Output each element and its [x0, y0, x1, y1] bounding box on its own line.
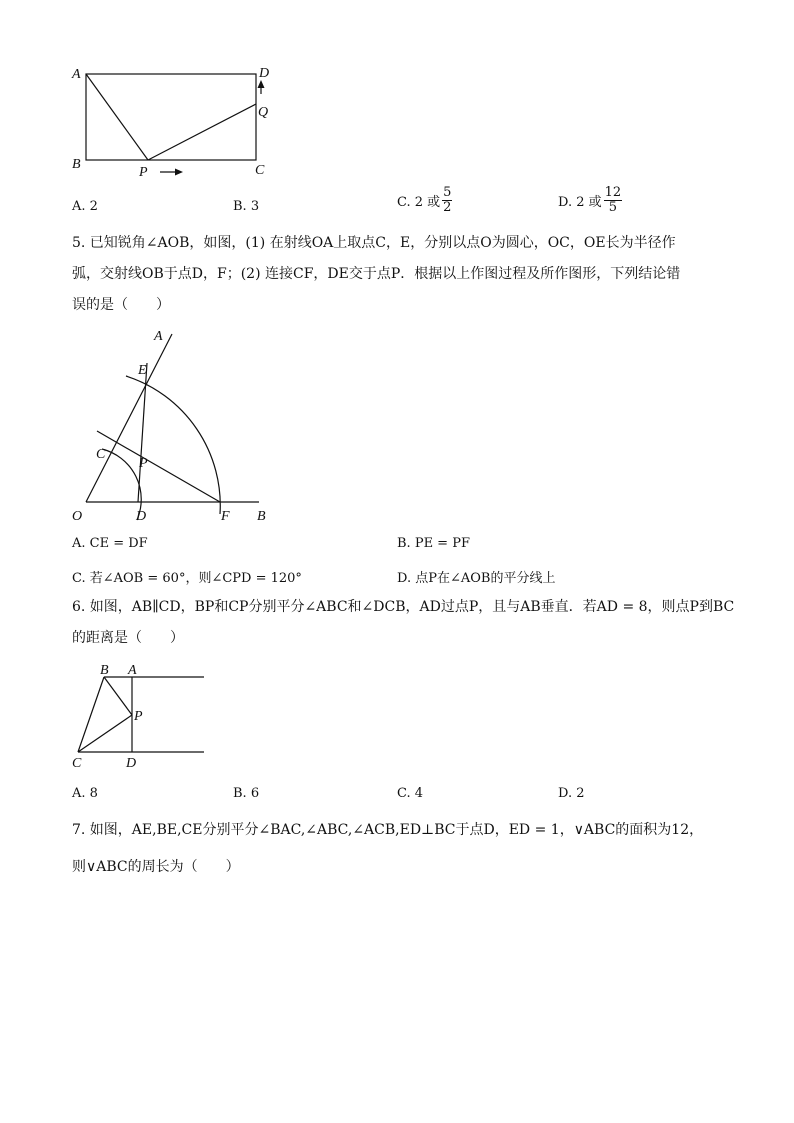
label-p: P	[139, 456, 148, 471]
q6-stem-line1: 6. 如图，AB∥CD，BP和CP分别平分∠ABC和∠DCB，AD过点P，且与AB垂直．若AD = 8，则点P到BC	[72, 599, 735, 615]
label-c: C	[96, 447, 106, 462]
q5-stem-line2: 弧，交射线OB于点D，F；(2) 连接CF，DE交于点P．根据以上作图过程及所作图形，下列结论错	[72, 266, 681, 282]
q5-stem-line3: 误的是（ ）	[72, 297, 170, 313]
q5-option-d: D. 点P在∠AOB的平分线上	[397, 571, 556, 586]
q6-option-c: C. 4	[397, 786, 424, 801]
label-p: P	[139, 165, 148, 180]
q4-option-b: B. 3	[233, 199, 260, 214]
label-d: D	[259, 66, 270, 81]
q5-stem-line1: 5. 已知锐角∠AOB，如图，(1) 在射线OA上取点C，E，分别以点O为圆心，OC，OE长为半径作	[72, 235, 676, 251]
q6-option-a: A. 8	[72, 786, 98, 801]
label-c: C	[255, 163, 265, 178]
figure-q5-angle-construction	[66, 322, 286, 527]
label-d: D	[126, 756, 137, 771]
figure-q4-rectangle	[60, 58, 290, 183]
fraction-5-over-2: $\frac{5}{2}$	[443, 185, 452, 215]
fraction-12-over-5: $\frac{12}{5}$	[604, 185, 622, 215]
q4-option-c	[397, 186, 452, 215]
q4-option-a: A. 2	[72, 199, 98, 214]
ray-oa	[86, 334, 172, 502]
arrow-up-icon	[258, 80, 265, 88]
label-b: B	[72, 157, 81, 172]
segment-cp	[78, 715, 132, 752]
arrow-right-icon	[175, 169, 183, 176]
segment-cf	[97, 431, 220, 502]
label-e: E	[138, 363, 147, 378]
segment-bp	[104, 677, 132, 715]
figure-q6-parallel-bisectors	[66, 658, 216, 773]
segment-bc	[78, 677, 104, 752]
segment-ap	[86, 74, 148, 160]
label-p: P	[134, 709, 143, 724]
q6-option-d: D. 2	[558, 786, 585, 801]
label-c: C	[72, 756, 82, 771]
label-a: A	[72, 67, 81, 82]
label-a: A	[154, 329, 163, 344]
q4-option-d	[558, 186, 622, 215]
label-q: Q	[258, 105, 269, 120]
q5-option-b: B. PE = PF	[397, 536, 470, 551]
label-f: F	[221, 509, 230, 524]
q6-option-b: B. 6	[233, 786, 260, 801]
q6-stem-line2: 的距离是（ ）	[72, 630, 184, 646]
q5-option-c: C. 若∠AOB = 60°，则∠CPD = 120°	[72, 571, 302, 586]
q5-option-a: A. CE = DF	[72, 536, 148, 551]
q7-stem-line2: 则∨ABC的周长为（ ）	[72, 859, 240, 875]
segment-pq	[148, 104, 256, 160]
label-b: B	[100, 663, 109, 678]
label-a: A	[128, 663, 137, 678]
label-o: O	[72, 509, 83, 524]
segment-de	[138, 363, 147, 502]
q4-option-c-prefix: C. 2 或	[397, 195, 441, 210]
q7-stem-line1: 7. 如图，AE,BE,CE分别平分∠BAC,∠ABC,∠ACB,ED⊥BC于点D，ED = 1，∨ABC的面积为12，	[72, 822, 704, 838]
q4-option-d-prefix: D. 2 或	[558, 195, 602, 210]
label-d: D	[136, 509, 147, 524]
label-b: B	[257, 509, 266, 524]
